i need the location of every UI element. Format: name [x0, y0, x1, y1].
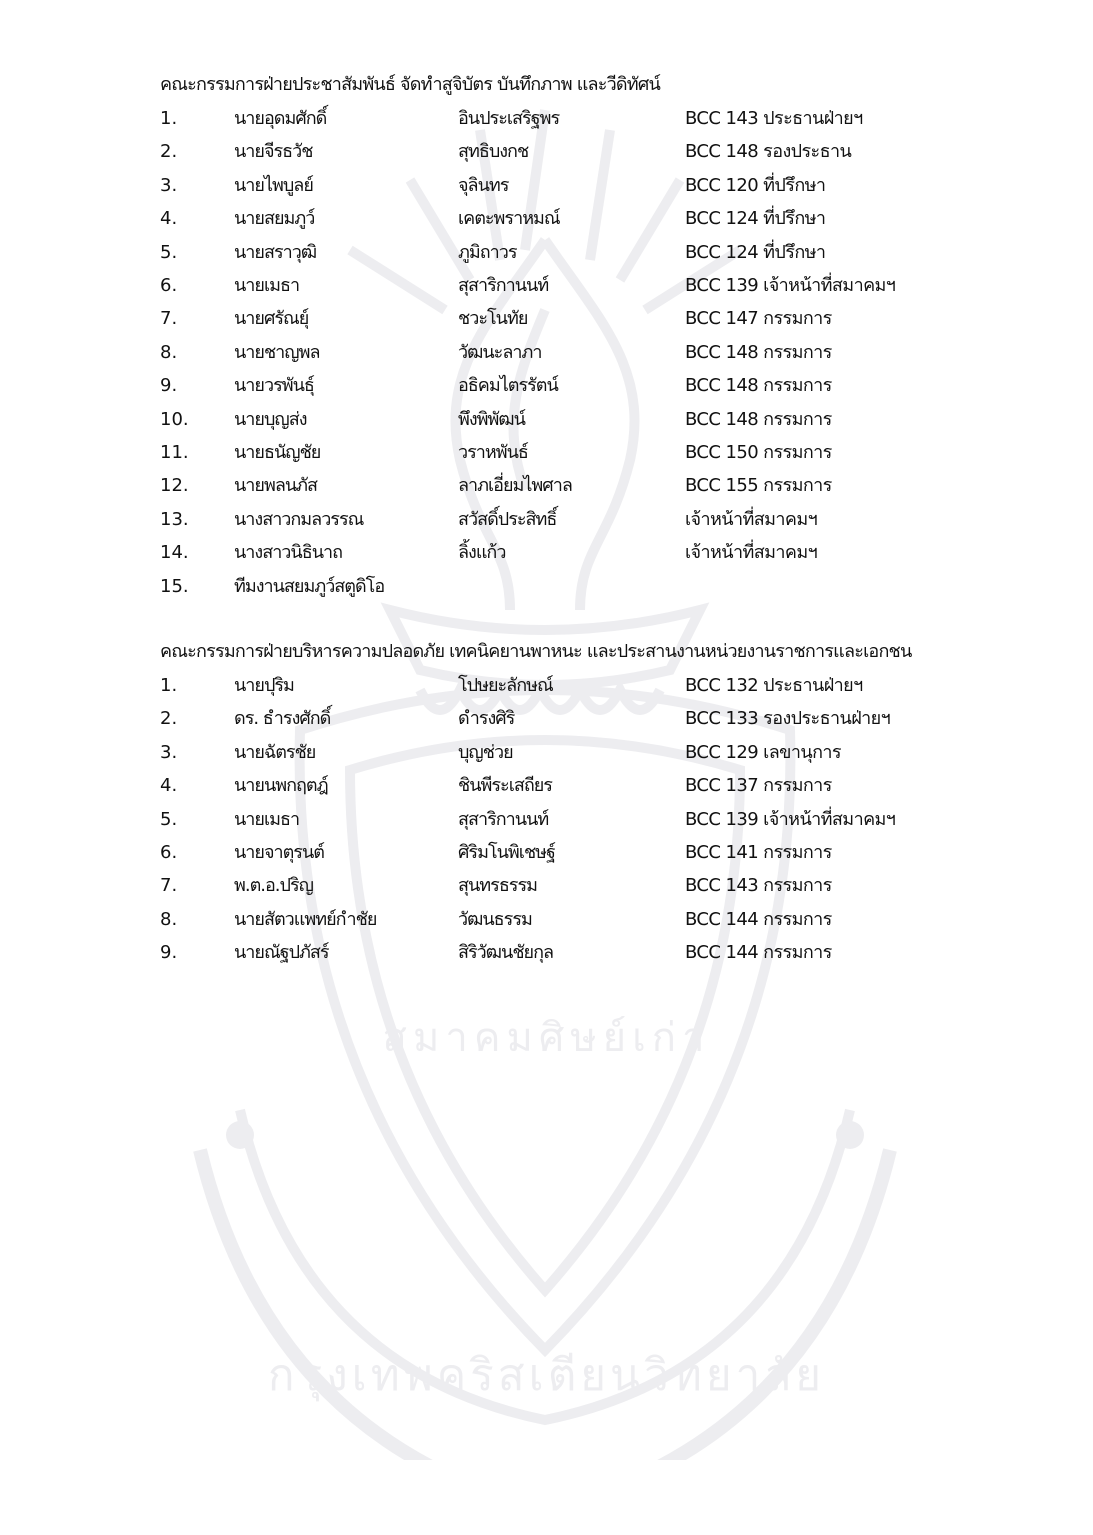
member-number: 9. — [160, 942, 178, 964]
member-last-name: จุลินทร — [458, 174, 509, 196]
member-first-name: นายปุริม — [234, 675, 294, 696]
member-last-name: วราหพันธ์ — [458, 442, 528, 463]
member-last-name: สิริวัฒนชัยกุล — [458, 942, 554, 964]
member-last-name: ภูมิถาวร — [458, 241, 517, 263]
member-first-name: นายสยมภูว์ — [234, 208, 315, 230]
member-first-name: นางสาวนิธินาถ — [234, 542, 343, 564]
member-role: BCC 132 ประธานฝ่ายฯ — [685, 675, 863, 696]
member-role: เจ้าหน้าที่สมาคมฯ — [685, 542, 818, 564]
member-number: 2. — [160, 708, 178, 730]
member-row — [0, 174, 1093, 204]
member-last-name: ดำรงศิริ — [458, 708, 515, 730]
member-last-name: บุญช่วย — [458, 741, 513, 763]
ribbon-dot — [836, 1121, 864, 1149]
member-last-name: วัฒนธรรม — [458, 908, 532, 930]
ribbon-inner — [240, 1110, 850, 1420]
member-row — [0, 207, 1093, 237]
member-number: 9. — [160, 375, 178, 397]
member-number: 5. — [160, 241, 178, 263]
member-role: BCC 147 กรรมการ — [685, 308, 832, 330]
member-number: 7. — [160, 875, 178, 897]
member-first-name: พ.ต.อ.ปริญ — [234, 875, 313, 897]
member-first-name: นายจาตุรนต์ — [234, 842, 324, 863]
member-first-name: นายธนัญชัย — [234, 442, 321, 463]
member-role: BCC 141 กรรมการ — [685, 842, 832, 863]
member-number: 4. — [160, 208, 178, 230]
member-row — [0, 341, 1093, 371]
member-row — [0, 241, 1093, 271]
member-row — [0, 707, 1093, 737]
member-last-name: สุนทรธรรม — [458, 875, 538, 897]
member-role: BCC 133 รองประธานฝ่ายฯ — [685, 708, 891, 730]
member-row — [0, 741, 1093, 771]
member-row — [0, 508, 1093, 538]
member-last-name: สวัสดิ์ประสิทธิ์ — [458, 508, 557, 530]
member-row — [0, 474, 1093, 504]
member-number: 3. — [160, 741, 178, 763]
member-first-name: นายเมธา — [234, 275, 300, 296]
member-row — [0, 307, 1093, 337]
member-first-name: นายนพกฤตฎ์ — [234, 775, 328, 797]
member-number: 1. — [160, 108, 178, 129]
member-last-name: พึงพิพัฒน์ — [458, 408, 525, 430]
section-title: คณะกรรมการฝ่ายประชาสัมพันธ์ จัดทำสูจิบัตร บันทึกภาพ และวีดิทัศน์ — [160, 74, 660, 95]
member-row — [0, 874, 1093, 904]
member-role: BCC 143 ประธานฝ่ายฯ — [685, 108, 863, 129]
member-role: BCC 148 กรรมการ — [685, 375, 832, 397]
member-number: 15. — [160, 575, 189, 597]
member-row — [0, 441, 1093, 471]
member-number: 4. — [160, 775, 178, 797]
member-role: BCC 143 กรรมการ — [685, 875, 832, 897]
member-row — [0, 575, 1093, 605]
watermark-upper-text: สมาคมศิษย์เก่า — [382, 1015, 711, 1061]
member-first-name: นายศรัณยุ์ — [234, 308, 309, 330]
member-first-name: นายพลนภัส — [234, 475, 318, 497]
member-last-name: โปษยะลักษณ์ — [458, 675, 553, 696]
member-role: BCC 120 ที่ปรึกษา — [685, 174, 826, 196]
member-row — [0, 107, 1093, 137]
member-row — [0, 941, 1093, 971]
section-title: คณะกรรมการฝ่ายบริหารความปลอดภัย เทคนิคยานพาหนะ และประสานงานหน่วยงานราชการและเอกชน — [160, 641, 912, 662]
member-role: BCC 144 กรรมการ — [685, 942, 832, 964]
member-number: 14. — [160, 542, 189, 564]
member-row — [0, 674, 1093, 704]
member-row — [0, 274, 1093, 304]
member-row — [0, 541, 1093, 571]
member-last-name: อินประเสริฐพร — [458, 108, 560, 129]
member-role: BCC 124 ที่ปรึกษา — [685, 208, 826, 230]
member-role: BCC 148 รองประธาน — [685, 141, 852, 163]
member-row — [0, 841, 1093, 871]
member-first-name: นายวรพันธุ์ — [234, 375, 314, 397]
member-role: BCC 150 กรรมการ — [685, 442, 832, 463]
member-role: เจ้าหน้าที่สมาคมฯ — [685, 508, 818, 530]
member-number: 10. — [160, 408, 189, 430]
member-first-name: นายชาญพล — [234, 341, 320, 363]
member-first-name: นายอุดมศักดิ์ — [234, 108, 327, 129]
member-last-name: วัฒนะลาภา — [458, 341, 542, 363]
member-number: 3. — [160, 174, 178, 196]
member-last-name: เคตะพราหมณ์ — [458, 208, 560, 230]
watermark-lower-text: กรุงเทพคริสเตียนวิทยาลัย — [267, 1350, 826, 1401]
member-role: BCC 155 กรรมการ — [685, 475, 832, 497]
member-number: 6. — [160, 842, 178, 863]
member-role: BCC 129 เลขานุการ — [685, 741, 841, 763]
member-row — [0, 140, 1093, 170]
member-last-name: ลาภเอี่ยมไพศาล — [458, 475, 572, 497]
member-role: BCC 139 เจ้าหน้าที่สมาคมฯ — [685, 808, 896, 830]
member-first-name: นายเมธา — [234, 808, 300, 830]
member-role: BCC 137 กรรมการ — [685, 775, 832, 797]
member-row — [0, 408, 1093, 438]
member-role: BCC 124 ที่ปรึกษา — [685, 241, 826, 263]
member-last-name: ลิ้งแก้ว — [458, 542, 506, 564]
ribbon-dot — [226, 1121, 254, 1149]
member-number: 8. — [160, 341, 178, 363]
member-row — [0, 374, 1093, 404]
member-first-name: นายฉัตรชัย — [234, 741, 316, 763]
member-number: 11. — [160, 442, 189, 463]
member-role: BCC 148 กรรมการ — [685, 408, 832, 430]
member-number: 12. — [160, 475, 189, 497]
member-last-name: ชวะโนทัย — [458, 308, 528, 330]
member-role: BCC 144 กรรมการ — [685, 908, 832, 930]
member-row — [0, 808, 1093, 838]
member-last-name: ศิริมโนพิเชษฐ์ — [458, 842, 555, 863]
member-last-name: อธิคมไตรรัตน์ — [458, 375, 558, 397]
member-row — [0, 908, 1093, 938]
member-role: BCC 148 กรรมการ — [685, 341, 832, 363]
member-last-name: ชินพีระเสถียร — [458, 775, 552, 797]
member-first-name: นายบุญส่ง — [234, 408, 307, 430]
member-first-name: นายณัฐปภัสร์ — [234, 942, 329, 964]
member-first-name: นายจีรธวัช — [234, 141, 313, 163]
member-number: 8. — [160, 908, 178, 930]
member-first-name: นายสัตวแพทย์กำชัย — [234, 908, 377, 930]
member-first-name: ทีมงานสยมภูว์สตูดิโอ — [234, 575, 385, 597]
member-number: 5. — [160, 808, 178, 830]
member-number: 13. — [160, 508, 189, 530]
member-number: 2. — [160, 141, 178, 163]
member-row — [0, 774, 1093, 804]
member-number: 1. — [160, 675, 178, 696]
member-last-name: สุสาริกานนท์ — [458, 275, 549, 296]
member-number: 7. — [160, 308, 178, 330]
member-last-name: สุสาริกานนท์ — [458, 808, 549, 830]
member-number: 6. — [160, 275, 178, 296]
member-role: BCC 139 เจ้าหน้าที่สมาคมฯ — [685, 275, 896, 296]
member-first-name: นายไพบูลย์ — [234, 174, 313, 196]
member-first-name: ดร. ธำรงศักดิ์ — [234, 708, 331, 730]
member-last-name: สุทธิบงกช — [458, 141, 529, 163]
member-first-name: นายสราวุฒิ — [234, 241, 317, 263]
ribbon-outer — [200, 1150, 890, 1460]
member-first-name: นางสาวกมลวรรณ — [234, 508, 364, 530]
